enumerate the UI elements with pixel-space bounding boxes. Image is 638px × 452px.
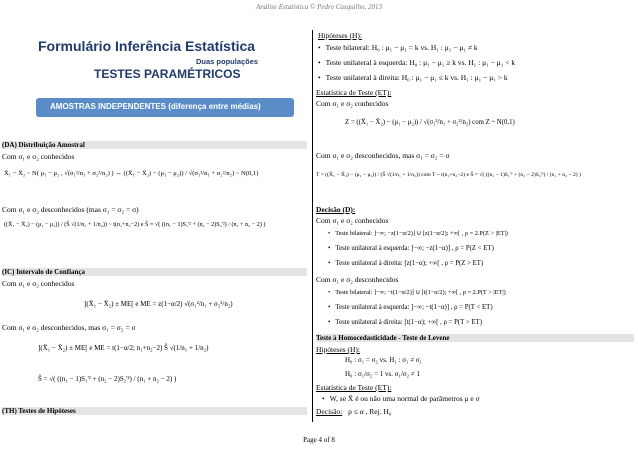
- dec-unknown-text: Com σ₁ e σ₂ desconhecidos: [316, 275, 399, 284]
- dec-known-text: Com σ₁ e σ₂ conhecidos: [316, 216, 389, 225]
- ic-formula-unknown: ](X̄₁ − X̄₂) ± ME[ e ME = t(1−α/2; n₁+n₂−2) Ŝ √(1/n₁ + 1/n₂): [38, 344, 209, 352]
- levene-decision-value: ρ ≤ α , Rej. H₀: [348, 407, 392, 416]
- levene-hypotheses-heading: Hipóteses (H):: [316, 345, 360, 354]
- hyp-bilateral: • Teste bilateral: H₀ : μ₁ − μ₁ = k vs. H₁ : μ₁ − μ₁ ≠ k: [318, 43, 478, 52]
- da-unknown-text: Com σ₁ e σ₂ desconhecidos (mas σ₁ = σ₂ = σ): [2, 205, 139, 214]
- ic-known-text: Com σ₁ e σ₂ conhecidos: [2, 279, 75, 288]
- section-band-label: AMOSTRAS INDEPENDENTES (diferença entre médias): [50, 102, 261, 111]
- section-band: [36, 98, 294, 117]
- levene-decision: [316, 407, 391, 416]
- test-statistic-heading: Estatística de Teste (ET):: [316, 88, 392, 97]
- levene-decision-label: Decisão:: [316, 407, 343, 416]
- th-heading: (TH) Testes de Hipóteses: [2, 407, 307, 415]
- et-formula-t: T = ((X̄₁ − X̄₂) − (μ₁ − μ₂)) / (Ŝ √(1/n₁ + 1/n₂)) com T ~ t(n₁+n₂−2) e Ŝ = √( ((n₁ − 1)S₁'² + (n₂ − 2)S₂'²) / (n₁ + n₂ − 2) ): [316, 172, 581, 178]
- et-formula-z: Z = ((X̄₁ − X̄₂) − (μ₁ − μ₂)) / √(σ₁²/n₁ + σ₂²/n₂) com Z ~ N(0,1): [345, 119, 515, 126]
- ic-heading: (IC) Intervalo de Confiança: [2, 268, 307, 276]
- ic-unknown-text: Com σ₁ e σ₂ desconhecidos, mas σ₁ = σ₂ = σ: [2, 323, 136, 332]
- et-unknown-text: Com σ₁ e σ₂ desconhecidos, mas σ₁ = σ₂ = σ: [316, 151, 450, 160]
- document-title: Formulário Inferência Estatística: [38, 38, 256, 54]
- levene-hyp-1: H₀ : σ₁ = σ₂ vs. H₁ : σ₁ ≠ σ₁: [345, 356, 422, 364]
- document-subtitle: Duas populações: [196, 57, 259, 66]
- page-header: Análise Estatística © Pedro Casquilho, 2013: [256, 3, 382, 11]
- levene-heading: Teste à Homocedasticidade - Teste de Levene: [316, 334, 634, 342]
- dec-unknown-right: • Teste unilateral à direita: [t(1−α); +∞[ , ρ = P(T > ET): [328, 319, 482, 326]
- hyp-right: • Teste unilateral à direita: H₀ : μ₁ − μ₁ ≤ k vs. H₁ : μ₁ − μ₁ > k: [318, 73, 508, 82]
- column-divider: [312, 30, 313, 422]
- dec-unknown-bilateral: • Teste bilateral: ]−∞; −t(1−α/2)] ∪ [t(1−α/2); +∞[ , ρ = 2.P(T > |ET|): [328, 289, 506, 296]
- dec-unknown-left: • Teste unilateral à esquerda: ]−∞; −t(1−α)] , ρ = P(T < ET): [328, 304, 493, 311]
- da-known-text: Com σ₁ e σ₂ conhecidos: [2, 152, 75, 161]
- ic-formula-known: ](X̄₁ − X̄₂) ± ME[ e ME = z(1−α/2) √(σ₁²/n₁ + σ₂²/n₂): [84, 300, 233, 308]
- da-heading: (DA) Distribuição Amostral: [2, 141, 307, 149]
- page-footer: Page 4 of 8: [303, 436, 335, 444]
- decision-heading: Decisão (D):: [316, 205, 356, 214]
- levene-et-heading: Estatística de Teste (ET):: [316, 383, 392, 392]
- ic-formula-s-hat: Ŝ = √( ((n₁ − 1)S₁'² + (n₂ − 2)S₂'²) / (n₁ + n₂ − 2) ): [38, 375, 177, 383]
- da-formula-normal: X̄₁ − X̄₂ ~ N( μ₁ − μ₂ , √(σ₁²/n₁ + σ₂²/n₂) ) ⇔ ((X̄₁ − X̄₂) − (μ₁ − μ₂)) / √(σ₁²/n₁ + σ₂²/n₂) ~ N(0,1): [4, 170, 259, 177]
- et-known-text: Com σ₁ e σ₂ conhecidos: [316, 99, 389, 108]
- dec-known-right: • Teste unilateral à direita: [z(1−α); +∞[ , ρ = P(Z > ET): [328, 260, 483, 267]
- levene-et-text: • W, se X̄ é ou não uma normal de parâmetros μ e σ: [322, 394, 480, 403]
- section-title: TESTES PARAMÉTRICOS: [94, 67, 241, 81]
- dec-known-left: • Teste unilateral à esquerda: ]−∞; −z(1−α)] , ρ = P(Z < ET): [328, 245, 494, 252]
- dec-known-bilateral: • Teste bilateral: ]−∞; −z(1−α/2)] ∪ [z(1−α/2); +∞[ , ρ = 2.P(Z > |ET|): [328, 230, 508, 237]
- hypotheses-heading: Hipóteses (H):: [318, 31, 362, 40]
- hyp-left: • Teste unilateral à esquerda: H₀ : μ₁ − μ₁ ≥ k vs. H₁ : μ₁ − μ₁ < k: [318, 58, 515, 67]
- da-formula-t: ((X̄₁ − X̄₂) − (μ₁ − μ₂)) / (Ŝ √(1/n₁ + 1/n₂)) ~ t(n₁+n₂−2) e Ŝ = √( ((n₁ − 1)S₁'² + (n₂ − 2)S₂'²) / (n₁ + n₂ − 2) ): [4, 222, 266, 228]
- levene-hyp-2: H₀ : σ₁/σ₂ = 1 vs. σ₁/σ₂ ≠ 1: [345, 370, 420, 378]
